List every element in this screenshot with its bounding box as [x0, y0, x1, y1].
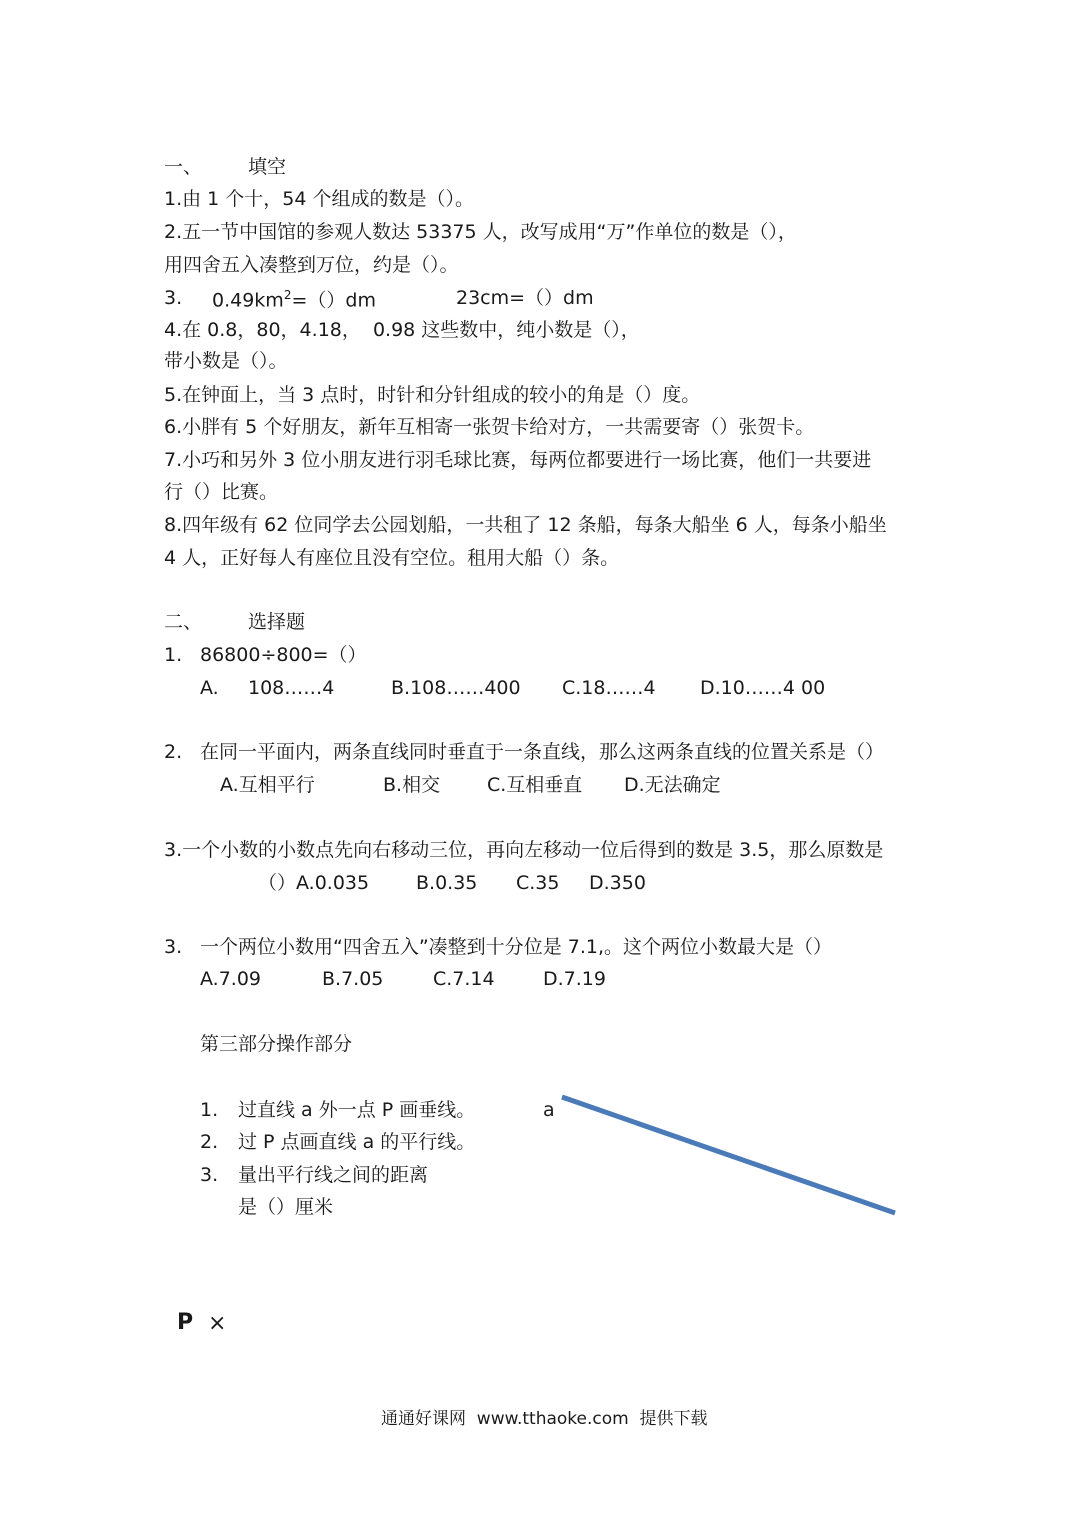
- question-8-line-2: 4 人，正好每人有座位且没有空位。租用大船（）条。: [164, 547, 620, 569]
- choice-3-question: 3.一个小数的小数点先向右移动三位，再向左移动一位后得到的数是 3.5，那么原数是: [164, 839, 884, 861]
- choice-1-option-b: B.108……400: [391, 677, 521, 699]
- question-3-part-b: 23cm=（）dm: [456, 287, 594, 309]
- question-2-line-2: 用四舍五入凑整到万位，约是（）。: [164, 254, 459, 276]
- footer-text: 通通好课网 www.tthaoke.com 提供下载: [381, 1409, 708, 1429]
- choice-2-option-c: C.互相垂直: [487, 774, 583, 796]
- question-1: 1.由 1 个十，54 个组成的数是（）。: [164, 188, 475, 210]
- choice-1-option-a: 108……4: [248, 677, 335, 699]
- question-5: 5.在钟面上，当 3 点时，时针和分针组成的较小的角是（）度。: [164, 384, 701, 406]
- section-title: 选择题: [248, 611, 306, 633]
- section-3-title: 第三部分操作部分: [200, 1033, 353, 1055]
- question-8-line-1: 8.四年级有 62 位同学去公园划船，一共租了 12 条船，每条大船坐 6 人，每条小船坐: [164, 514, 887, 536]
- choice-4-option-a: A.7.09: [200, 968, 262, 990]
- section-number: 一、: [164, 156, 203, 178]
- line-a-label: a: [543, 1099, 555, 1121]
- choice-4-question: 一个两位小数用“四舍五入”凑整到十分位是 7.1,。这个两位小数最大是（）: [200, 936, 832, 958]
- choice-1-number: 1.: [164, 644, 183, 666]
- question-6: 6.小胖有 5 个好朋友，新年互相寄一张贺卡给对方，一共需要寄（）张贺卡。: [164, 416, 815, 438]
- section-title: 填空: [248, 156, 287, 178]
- task-2-text: 过 P 点画直线 a 的平行线。: [238, 1131, 476, 1153]
- choice-4-option-d: D.7.19: [543, 968, 606, 990]
- choice-1-option-c: C.18……4: [562, 677, 656, 699]
- point-p-mark: ×: [208, 1311, 227, 1336]
- question-2-line-1: 2.五一节中国馆的参观人数达 53375 人，改写成用“万”作单位的数是（），: [164, 221, 797, 243]
- task-3-number: 3.: [200, 1164, 219, 1186]
- choice-2-option-a: A.互相平行: [220, 774, 315, 796]
- choice-3-option-d: D.350: [589, 872, 646, 894]
- choice-2-option-b: B.相交: [383, 774, 441, 796]
- choice-3-option-a: （）A.0.035: [258, 872, 370, 894]
- choice-3-option-c: C.35: [516, 872, 560, 894]
- point-p-label: P: [177, 1310, 194, 1335]
- question-3-part-a: $0.49km^2=()dm$: [212, 288, 376, 312]
- choice-4-option-c: C.7.14: [433, 968, 495, 990]
- choice-4-number: 3.: [164, 936, 183, 958]
- choice-2-option-d: D.无法确定: [624, 774, 721, 796]
- task-3-text-line-2: 是（）厘米: [238, 1196, 334, 1218]
- task-1-text: 过直线 a 外一点 P 画垂线。: [238, 1099, 476, 1121]
- line-a: [562, 1097, 895, 1213]
- question-3-number: 3.: [164, 287, 183, 309]
- choice-1-question: 86800÷800=（）: [200, 644, 367, 666]
- choice-3-option-b: B.0.35: [416, 872, 478, 894]
- task-3-text-line-1: 量出平行线之间的距离: [238, 1164, 429, 1186]
- choice-1-option-a-label: A.: [200, 677, 219, 699]
- question-7-line-2: 行（）比赛。: [164, 481, 279, 503]
- question-7-line-1: 7.小巧和另外 3 位小朋友进行羽毛球比赛，每两位都要进行一场比赛，他们一共要进: [164, 449, 872, 471]
- choice-2-number: 2.: [164, 741, 183, 763]
- question-4-line-1: 4.在 0.8，80，4.18， 0.98 这些数中，纯小数是（），: [164, 319, 640, 341]
- task-1-number: 1.: [200, 1099, 219, 1121]
- question-4-line-2: 带小数是（）。: [164, 350, 288, 372]
- choice-1-option-d: D.10……4 00: [700, 677, 826, 699]
- choice-2-question: 在同一平面内，两条直线同时垂直于一条直线，那么这两条直线的位置关系是（）: [200, 741, 885, 763]
- task-2-number: 2.: [200, 1131, 219, 1153]
- section-number: 二、: [164, 611, 203, 633]
- choice-4-option-b: B.7.05: [322, 968, 384, 990]
